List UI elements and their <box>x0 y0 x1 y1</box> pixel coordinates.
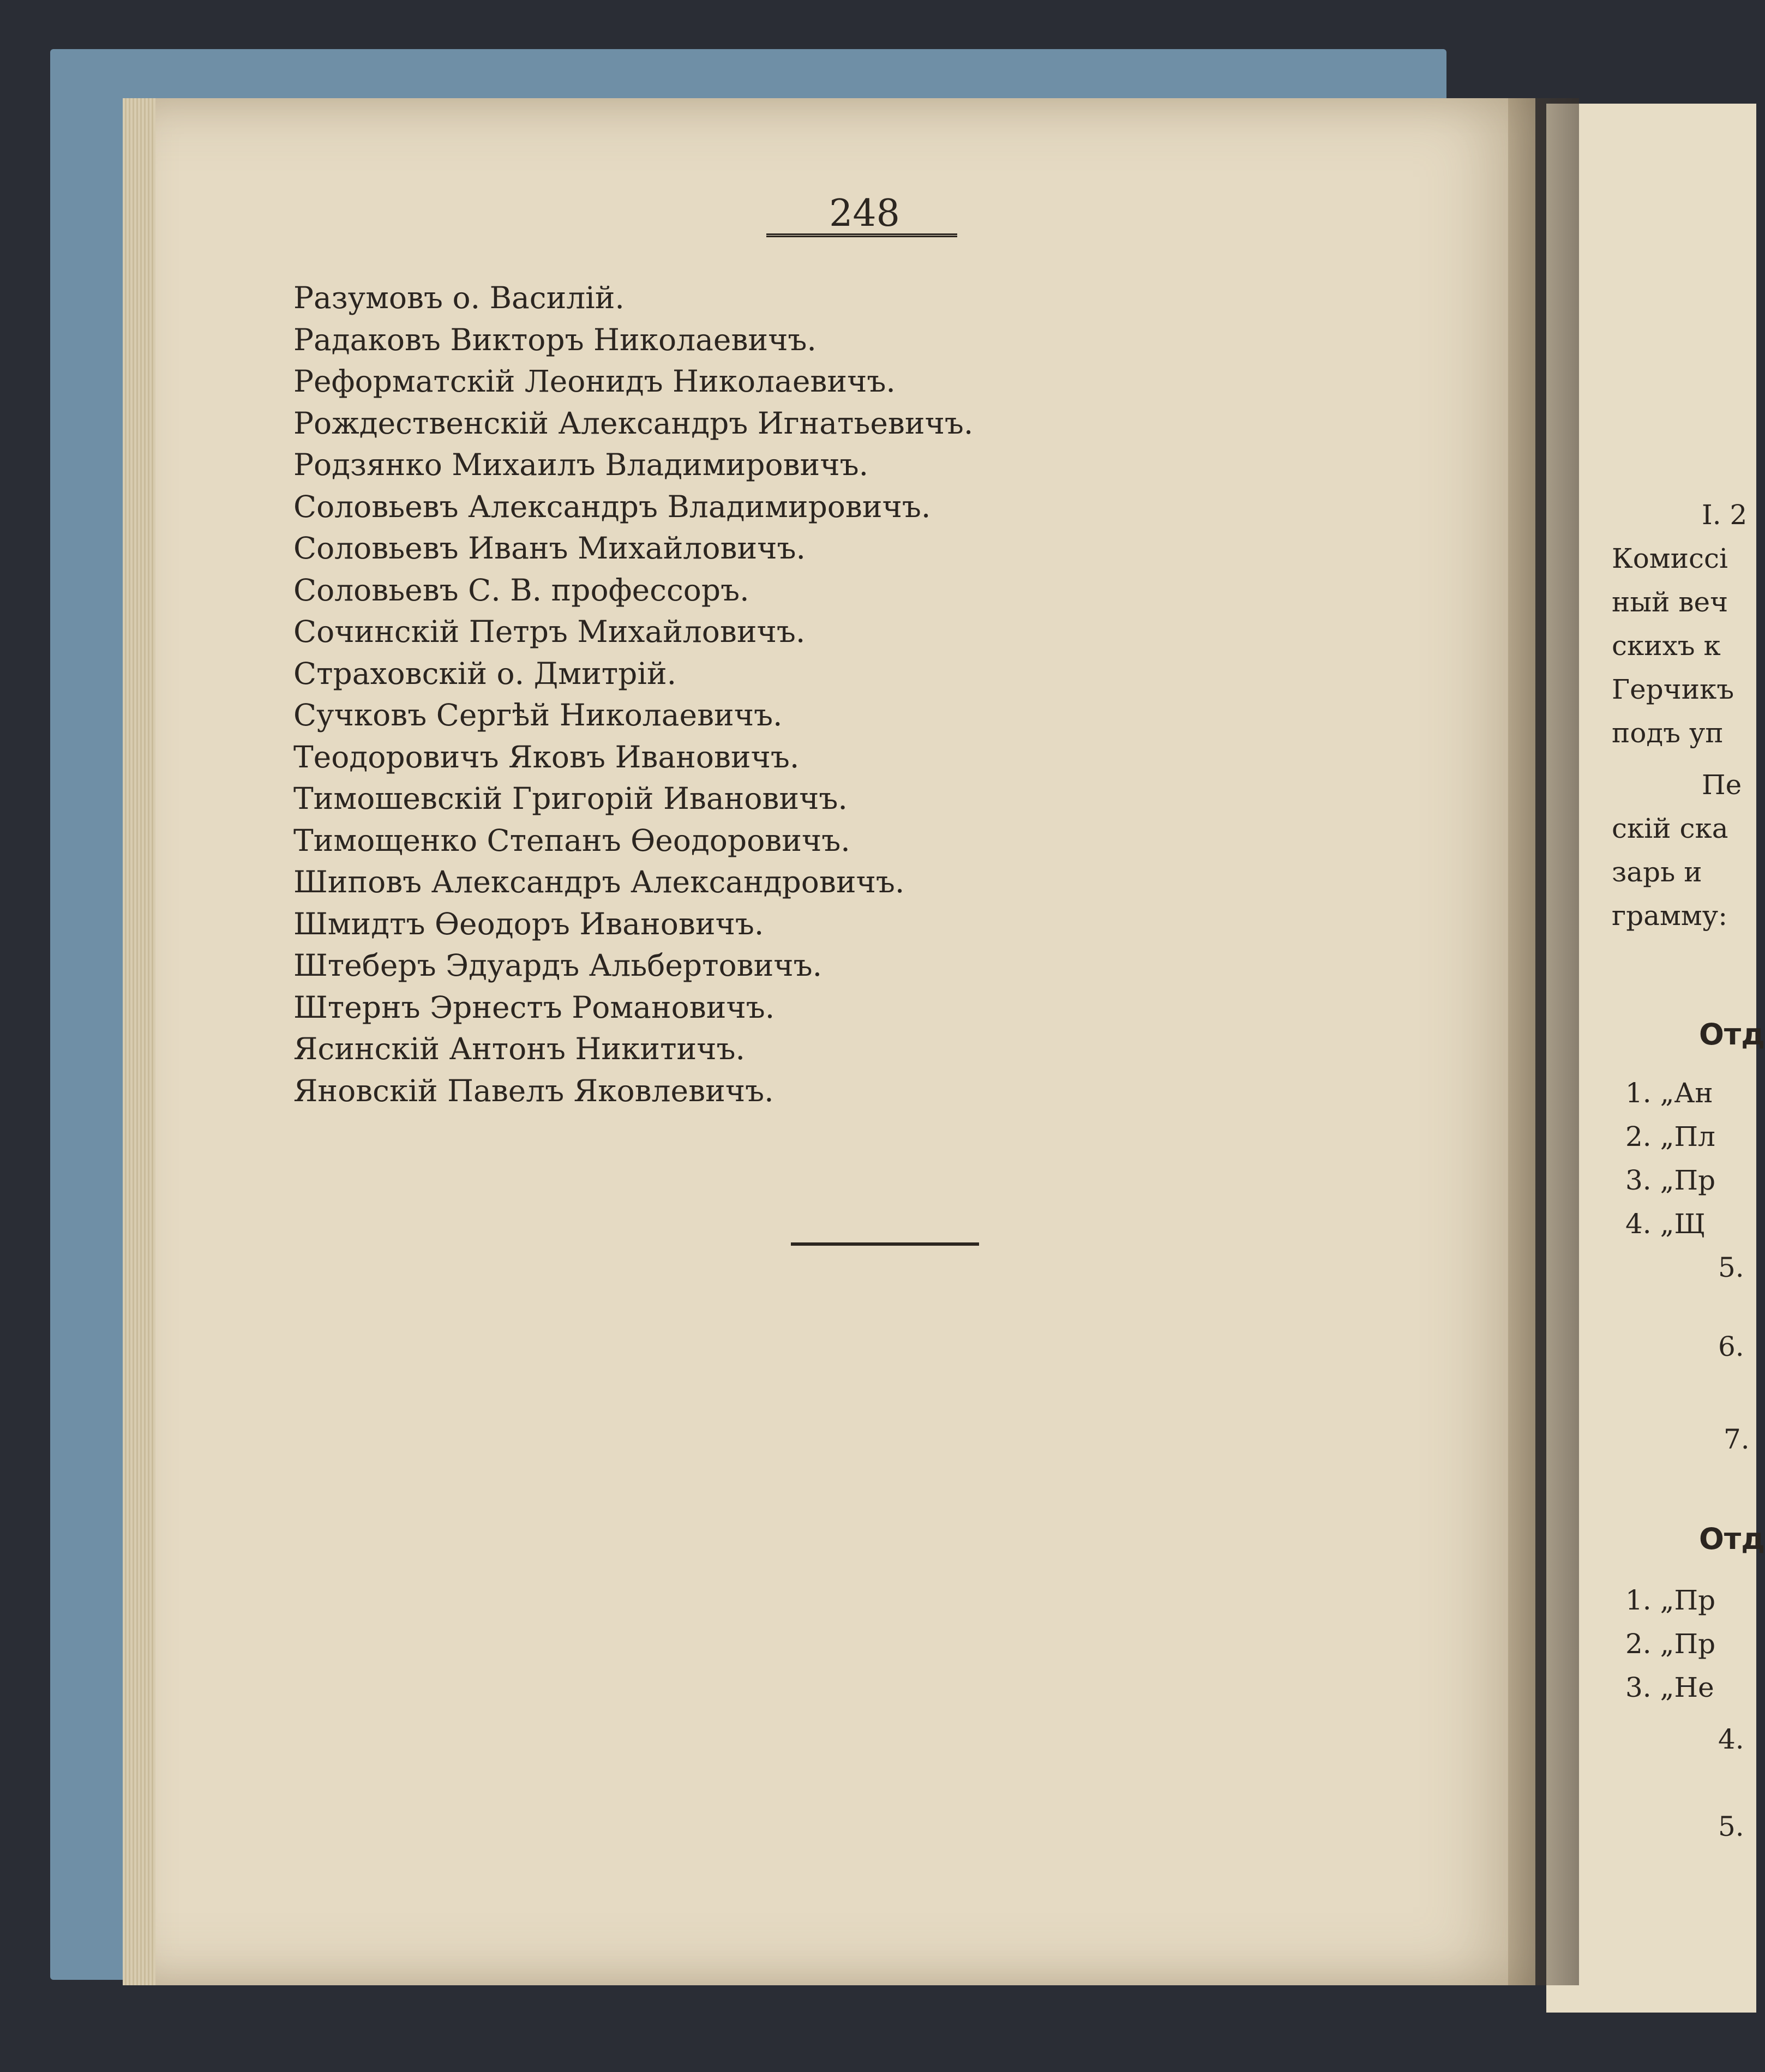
right-text-line: Пе <box>1702 769 1742 801</box>
list-item: 1. „Пр <box>1625 1584 1716 1616</box>
list-item: Штеберъ Эдуардъ Альбертовичъ. <box>293 948 823 983</box>
list-item: Радаковъ Викторъ Николаевичъ. <box>293 322 817 357</box>
list-item: 5. <box>1718 1252 1744 1283</box>
list-item: Сочинскій Петръ Михайловичъ. <box>293 614 806 649</box>
list-item: Шмидтъ Өеодоръ Ивановичъ. <box>293 906 764 941</box>
page-edges <box>123 98 155 1985</box>
right-text-line: I. 2 <box>1702 499 1748 531</box>
page-number: 248 <box>829 192 900 235</box>
right-text-line: зарь и <box>1612 856 1702 888</box>
list-item: Соловьевъ Иванъ Михайловичъ. <box>293 531 806 566</box>
list-item: 2. „Пр <box>1625 1628 1716 1660</box>
list-item: Тимошевскій Григорій Ивановичъ. <box>293 781 848 816</box>
list-item: Теодоровичъ Яковъ Ивановичъ. <box>293 739 800 774</box>
list-item: 5. <box>1718 1811 1744 1842</box>
section-heading: Отд <box>1699 1522 1765 1556</box>
list-item: Родзянко Михаилъ Владимировичъ. <box>293 447 869 482</box>
list-item: Соловьевъ С. В. профессоръ. <box>293 572 749 608</box>
list-item: Страховскій о. Дмитрій. <box>293 656 677 691</box>
list-item: 2. „Пл <box>1625 1121 1715 1152</box>
right-text-line: скихъ к <box>1612 630 1721 662</box>
list-item: 4. <box>1718 1723 1744 1755</box>
book-gutter <box>1508 98 1579 1985</box>
list-item: Ясинскій Антонъ Никитичъ. <box>293 1031 746 1066</box>
right-text-line: ный веч <box>1612 586 1728 618</box>
list-item: Соловьевъ Александръ Владимировичъ. <box>293 489 931 524</box>
section-heading: Отд <box>1699 1017 1765 1052</box>
list-item: Сучковъ Сергѣй Николаевичъ. <box>293 698 783 732</box>
list-item: Разумовъ о. Василій. <box>293 280 625 315</box>
name-list <box>293 277 1493 1112</box>
list-item: Шиповъ Александръ Александровичъ. <box>293 864 905 899</box>
right-text-line: скій ска <box>1612 813 1728 844</box>
list-item: 3. „Пр <box>1625 1164 1716 1196</box>
right-text-line: Комиссі <box>1612 543 1728 574</box>
list-item: Рождественскій Александръ Игнатьевичъ. <box>293 405 974 441</box>
right-text-line: подъ уп <box>1612 717 1724 749</box>
right-text-line: грамму: <box>1612 900 1728 932</box>
list-item: Штернъ Эрнестъ Романовичъ. <box>293 989 775 1025</box>
list-item: Тимощенко Степанъ Өеодоровичъ. <box>293 822 850 858</box>
list-item: 4. „Щ <box>1625 1208 1706 1240</box>
page-number-rule <box>766 233 957 237</box>
right-text-line: Герчикъ <box>1612 674 1734 705</box>
list-item: 1. „Ан <box>1625 1077 1713 1109</box>
list-item: 7. <box>1724 1424 1750 1455</box>
list-item: 6. <box>1718 1331 1744 1362</box>
list-item: 3. „Не <box>1625 1672 1714 1703</box>
end-rule <box>791 1242 979 1246</box>
list-item: Реформатскій Леонидъ Николаевичъ. <box>293 364 896 399</box>
list-item: Яновскій Павелъ Яковлевичъ. <box>293 1073 774 1108</box>
